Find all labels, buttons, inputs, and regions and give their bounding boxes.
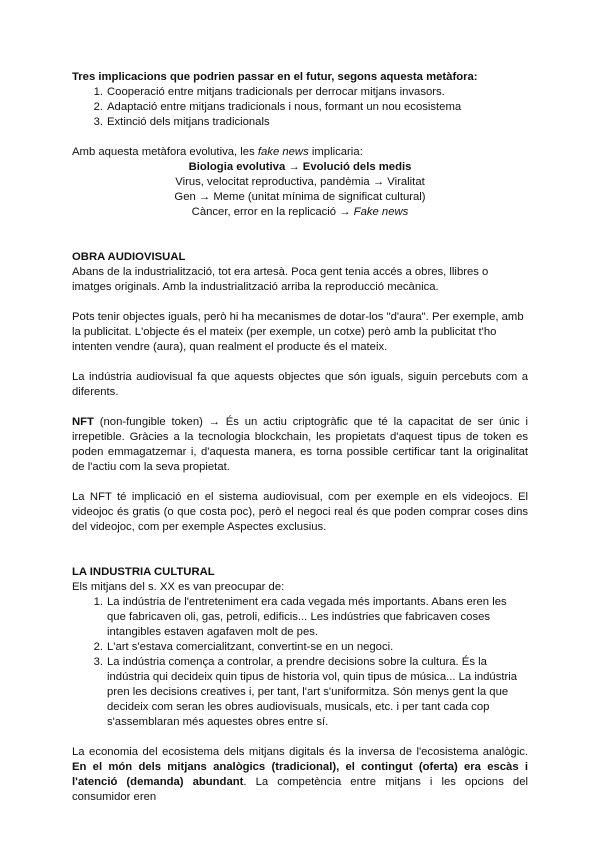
list-item: 1. Cooperació entre mitjans tradicionals per derrocar mitjans invasors. <box>93 86 445 98</box>
document-page <box>72 70 528 805</box>
metaphor-line: Gen → Meme (unitat mínima de significat cultural) <box>174 191 426 203</box>
metaphor-title: Biologia evolutiva → Evolució dels medis <box>188 161 412 173</box>
economy-paragraph: La economia del ecosistema dels mitjans digitals és la inversa de l'ecosistema analògic. En el món dels mitjans analògics (tradicional), el contingut (oferta) era escàs i l'atenció (demanda) abundant. La competència entre mitjans i les opcions del consumidor eren <box>72 746 528 803</box>
nft-paragraph: NFT (non-fungible token) → És un actiu criptogràfic que té la capacitat de ser únic i irrepetible. Gràcies a la tecnologia blockchain, les propietats d'aquest tipus de token es poden emmagatzemar i, d'aquesta manera, es torna possible certificar tant la originalitat de l'actiu com la seva propietat. <box>72 416 528 473</box>
metaphor-line: Virus, velocitat reproductiva, pandèmia → Viralitat <box>175 176 425 188</box>
implications-heading: Tres implicacions que podrien passar en el futur, segons aquesta metàfora: <box>72 71 478 83</box>
list-item: 2. Adaptació entre mitjans tradicionals i nous, formant un nou ecosistema <box>93 101 462 113</box>
metaphor-intro: Amb aquesta metàfora evolutiva, les fake news implicaria: <box>72 146 363 158</box>
list-item: 2. L'art s'estava comercialitzant, convertint-se en un negoci. <box>93 641 394 653</box>
list-item: 3. Extinció dels mitjans tradicionals <box>93 116 270 128</box>
paragraph: La NFT té implicació en el sistema audiovisual, com per exemple en els videojocs. El videojoc és gratis (o que costa poc), però el negoci real és que poden comprar coses dins del videojoc, com per exemple Aspectes exclusius. <box>72 491 528 533</box>
obra-heading: OBRA AUDIOVISUAL <box>72 251 186 263</box>
list-item: 1. La indústria de l'entreteniment era cada vegada més importants. Abans eren les que fabricaven oli, gas, petroli, edificis... Les indústries que fabricaven coses intangibles estaven agafaven molt de pes. <box>93 596 507 638</box>
industria-list <box>72 595 528 730</box>
paragraph: Abans de la industrialització, tot era artesà. Poca gent tenia accés a obres, llibres o imatges originals. Amb la industrialització arriba la reproducció mecànica. <box>72 266 489 293</box>
industria-heading: LA INDUSTRIA CULTURAL <box>72 566 215 578</box>
paragraph: La indústria audiovisual fa que aquests objectes que són iguals, siguin percebuts com a diferents. <box>72 371 528 398</box>
paragraph: Pots tenir objectes iguals, però hi ha mecanismes de dotar-los "d'aura". Per exemple, amb la publicitat. L'objecte és el mateix (per exemple, un cotxe) però amb la publicitat t'ho intenten vendre (aura), quan realment el producte és el mateix. <box>72 311 524 353</box>
implications-list <box>72 85 528 130</box>
industria-intro: Els mitjans del s. XX es van preocupar de: <box>72 581 285 593</box>
list-item: 3. La indústria comença a controlar, a prendre decisions sobre la cultura. És la indústria qui decideix quin tipus de historia vol, quin tipus de música... La indústria pren les decisions creatives i, per tant, l'art s'uniformitza. Són menys gent la que decideix com seran les obres audiovisuals, musicals, etc. i per tant cada cop s'assemblaran més aquestes obres entre sí. <box>93 656 518 728</box>
metaphor-line: Càncer, error en la replicació → Fake news <box>191 206 409 218</box>
